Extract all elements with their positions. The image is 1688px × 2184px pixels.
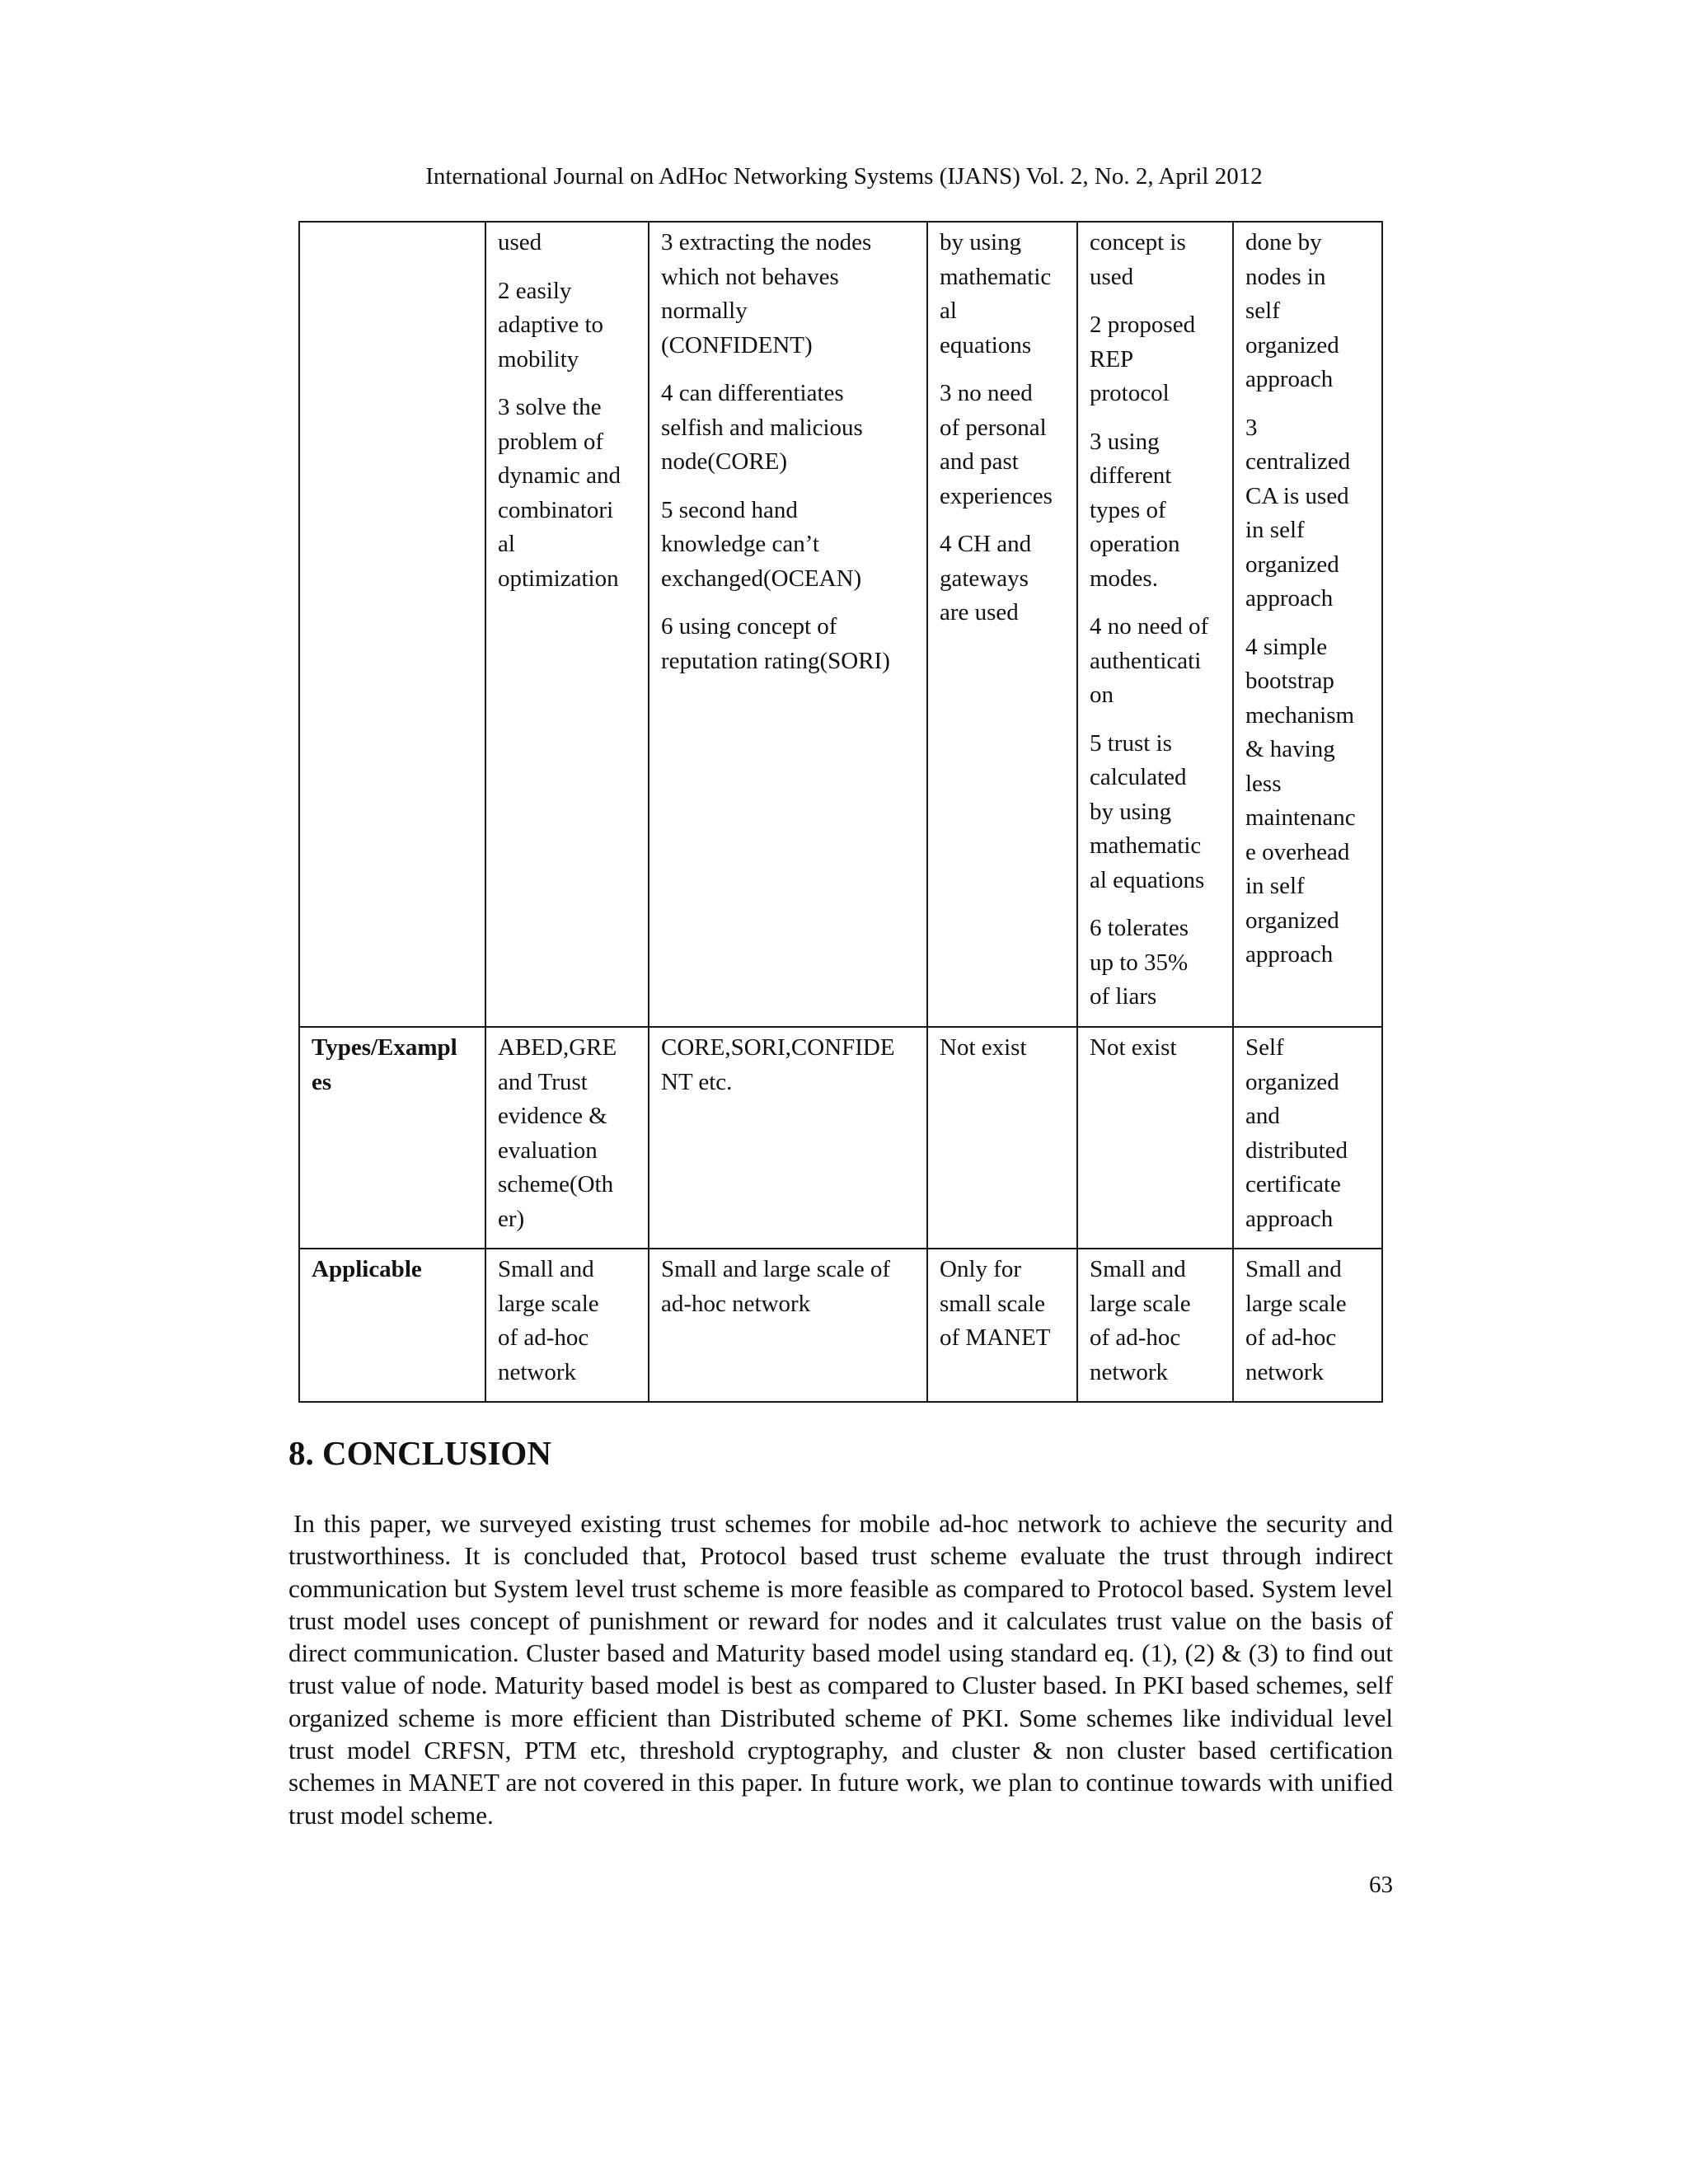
cell-text: 4 simple bootstrap mechanism & having less maintenanc e overhead in self organized approach: [1245, 633, 1356, 968]
section-heading-conclusion: 8. CONCLUSION: [288, 1434, 551, 1472]
table-cell: [649, 1249, 927, 1402]
cell-text: 3 using different types of operation modes.: [1090, 428, 1180, 592]
table-cell: [1233, 1249, 1382, 1402]
cell-text: 5 trust is calculated by using mathematic al equations: [1090, 729, 1205, 893]
table-cell: [1077, 1249, 1233, 1402]
cell-text: 6 tolerates up to 35% of liars: [1090, 915, 1189, 1010]
table-cell: [927, 1249, 1077, 1402]
cell-text: 4 can differentiates selfish and malicious node(CORE): [661, 380, 863, 475]
cell-text: 6 using concept of reputation rating(SORI): [661, 613, 890, 674]
cell-text: ABED,GRE and Trust evidence & evaluation scheme(Oth er): [498, 1034, 617, 1232]
table-cell: [1077, 1027, 1233, 1249]
cell-text: Self organized and distributed certificate approach: [1245, 1034, 1348, 1232]
cell-text: by using mathematic al equations: [940, 229, 1052, 359]
cell-text: Not exist: [1090, 1034, 1177, 1061]
table-row: [299, 1027, 1382, 1249]
running-header: International Journal on AdHoc Networking Systems (IJANS) Vol. 2, No. 2, April 2012: [425, 163, 1263, 190]
cell-text: 3 no need of personal and past experiences: [940, 380, 1053, 509]
row-label-cell: [299, 222, 485, 1027]
cell-text: 3 centralized CA is used in self organized approach: [1245, 414, 1351, 612]
cell-text: Not exist: [940, 1034, 1027, 1061]
table-cell: [485, 1027, 649, 1249]
cell-text: Small and large scale of ad-hoc network: [1245, 1256, 1347, 1385]
cell-text: 2 proposed REP protocol: [1090, 312, 1196, 406]
row-label: Types/Exampl es: [312, 1034, 457, 1095]
table-cell: [1077, 222, 1233, 1027]
table-cell: [649, 222, 927, 1027]
comparison-table-body: [299, 222, 1382, 1402]
cell-text: Small and large scale of ad-hoc network: [661, 1256, 891, 1317]
row-label-cell: [299, 1249, 485, 1402]
cell-text: done by nodes in self organized approach: [1245, 229, 1339, 392]
conclusion-paragraph: In this paper, we surveyed existing trust schemes for mobile ad-hoc network to achieve the security and trustworthiness. It is concluded that, Protocol based trust scheme evaluate the trust through indirect communication but System level trust scheme is more feasible as compared to Protocol based. System level trust model uses concept of punishment or reward for nodes and it calculates trust value on the basis of direct communication. Cluster based and Maturity based model using standard eq. (1), (2) & (3) to find out trust value of node. Maturity based model is best as compared to Cluster based. In PKI based schemes, self organized scheme is more efficient than Distributed scheme of PKI. Some schemes like individual level trust model CRFSN, PTM etc, threshold cryptography, and cluster & non cluster based certification schemes in MANET are not covered in this paper. In future work, we plan to continue towards with unified trust model scheme.: [288, 1509, 1393, 1830]
table-cell: [485, 222, 649, 1027]
page-number: 63: [1369, 1872, 1393, 1898]
cell-text: Small and large scale of ad-hoc network: [1090, 1256, 1191, 1385]
cell-text: 3 solve the problem of dynamic and combinatori al optimization: [498, 394, 621, 592]
cell-text: Only for small scale of MANET: [940, 1256, 1051, 1351]
table-cell: [927, 222, 1077, 1027]
table-row: [299, 222, 1382, 1027]
cell-text: concept is used: [1090, 229, 1186, 290]
cell-text: Small and large scale of ad-hoc network: [498, 1256, 599, 1385]
table-cell: [1233, 1027, 1382, 1249]
row-label-cell: [299, 1027, 485, 1249]
cell-text: 4 CH and gateways are used: [940, 531, 1032, 626]
row-label: Applicable: [312, 1256, 422, 1282]
cell-text: 2 easily adaptive to mobility: [498, 277, 604, 373]
table-cell: [649, 1027, 927, 1249]
cell-text: 4 no need of authenticati on: [1090, 613, 1209, 708]
table-row: [299, 1249, 1382, 1402]
cell-text: 3 extracting the nodes which not behaves normally (CONFIDENT): [661, 229, 872, 359]
table-cell: [927, 1027, 1077, 1249]
cell-text: CORE,SORI,CONFIDE NT etc.: [661, 1034, 895, 1095]
table-cell: [1233, 222, 1382, 1027]
comparison-table: [298, 221, 1383, 1403]
cell-text: 5 second hand knowledge can’t exchanged(OCEAN): [661, 496, 862, 592]
table-cell: [485, 1249, 649, 1402]
cell-text: used: [498, 229, 542, 255]
